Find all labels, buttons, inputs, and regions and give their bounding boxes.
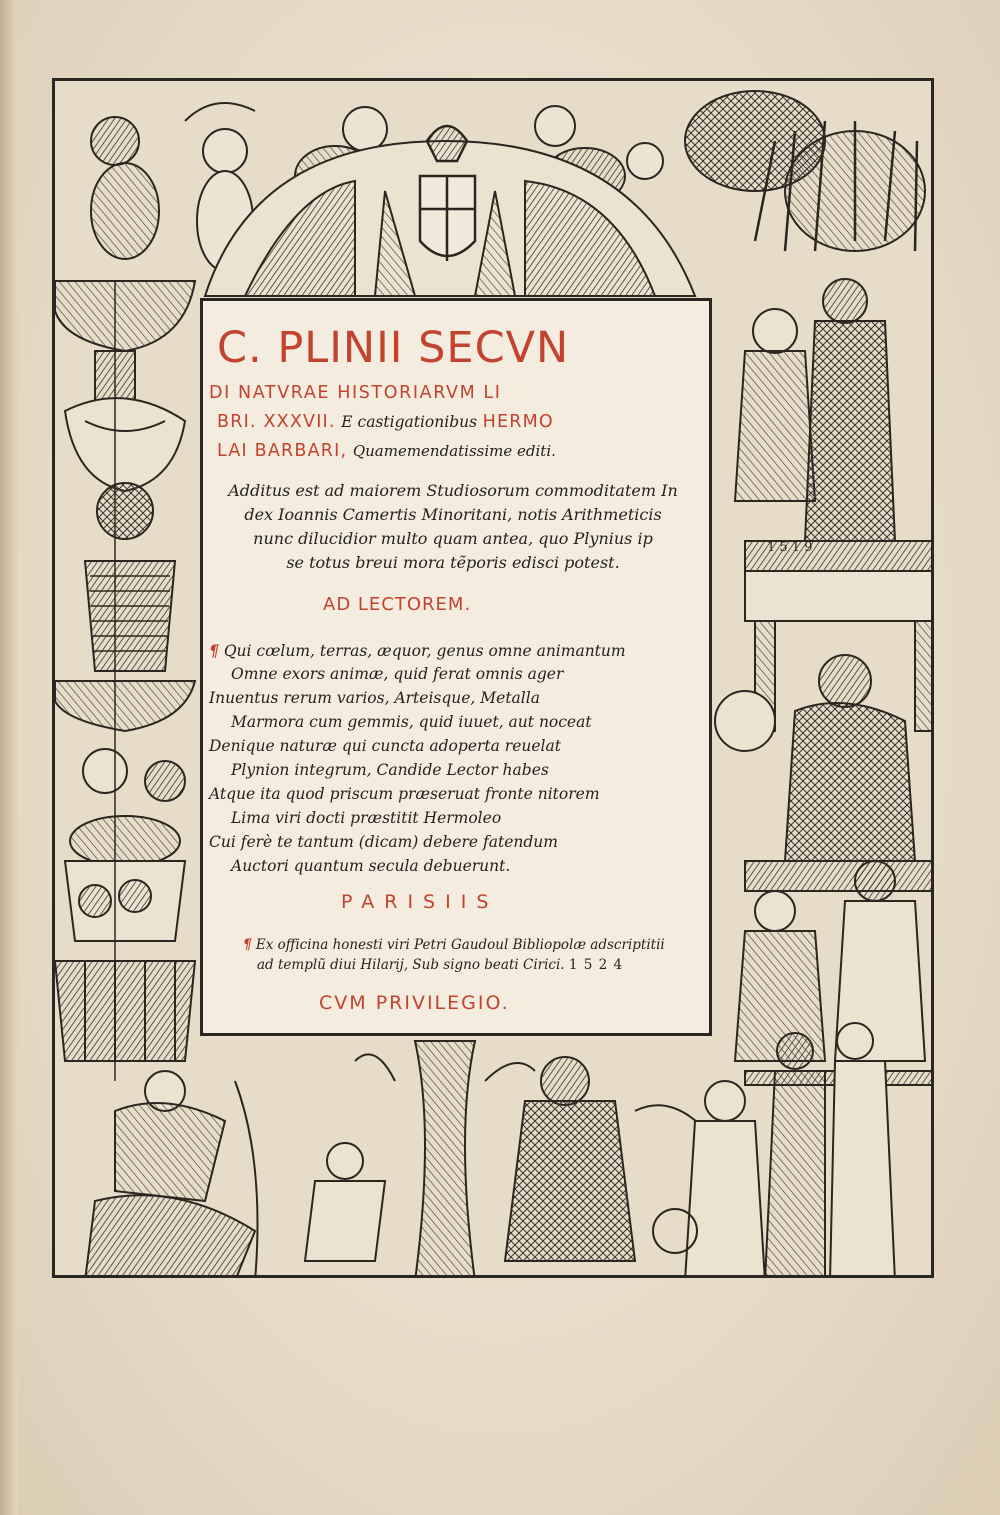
title-line-1: C. PLINII SECVN (217, 323, 570, 373)
book-count: BRI. XXXVII. (217, 412, 336, 432)
book-gutter (0, 0, 18, 1515)
imprint-year: 1 5 2 4 (568, 957, 624, 973)
verse-line: Omne exors animæ, quid ferat omnis ager (231, 665, 564, 683)
officina-text: Ex officina honesti viri Petri Gaudoul Bibliopolæ adscriptitii (255, 937, 665, 953)
woodcut-border (52, 78, 934, 1278)
officina-text: ad templũ diui Hilarij, Sub signo beati Cirici. (257, 957, 565, 973)
verse-text: Qui cœlum, terras, æquor, genus omne animantum (223, 642, 626, 660)
place-of-printing: PARISIIS (341, 891, 499, 913)
verse-line: Denique naturæ qui cuncta adoperta reuelat (209, 737, 561, 755)
title-line-4 (217, 441, 556, 461)
verse-line (209, 641, 626, 660)
verse-line: Plynion integrum, Candide Lector habes (231, 761, 549, 779)
ad-lectorem-heading: AD LECTOREM. (323, 594, 472, 615)
title-line-3 (217, 412, 554, 432)
title-line-2: DI NATVRAE HISTORIARVM LI (209, 383, 502, 403)
officina-line-1 (243, 937, 665, 953)
castigationibus-text: E castigationibus (341, 413, 478, 431)
verse-line: Inuentus rerum varios, Arteisque, Metalla (209, 689, 540, 707)
privilege-line: CVM PRIVILEGIO. (319, 992, 510, 1014)
officina-line-2 (257, 957, 623, 973)
emendatissime-text: Quamemendatissime editi. (352, 442, 556, 460)
woodcut-year: 1 5 1 9 (767, 540, 813, 555)
verse-line: Auctori quantum secula debuerunt. (231, 857, 511, 875)
index-note-line: Additus est ad maiorem Studiosorum commoditatem In (228, 481, 678, 500)
index-note-line: dex Ioannis Camertis Minoritani, notis Arithmeticis (244, 505, 662, 524)
index-note-line: se totus breui mora tẽporis edisci potest. (286, 553, 620, 572)
verse-line: Atque ita quod priscum præseruat fronte nitorem (209, 785, 600, 803)
verse-line: Cui ferè te tantum (dicam) debere fatendum (209, 833, 558, 851)
pilcrow-mark: ¶ (243, 937, 252, 953)
index-note-line: nunc dilucidior multo quam antea, quo Plynius ip (253, 529, 653, 548)
pilcrow-mark: ¶ (209, 641, 219, 660)
hermolai-name: HERMO (482, 412, 554, 432)
verse-line: Marmora cum gemmis, quid iuuet, aut noceat (231, 713, 592, 731)
barbari-name: LAI BARBARI, (217, 441, 348, 461)
verse-line: Lima viri docti præstitit Hermoleo (231, 809, 502, 827)
title-panel (200, 298, 712, 1036)
